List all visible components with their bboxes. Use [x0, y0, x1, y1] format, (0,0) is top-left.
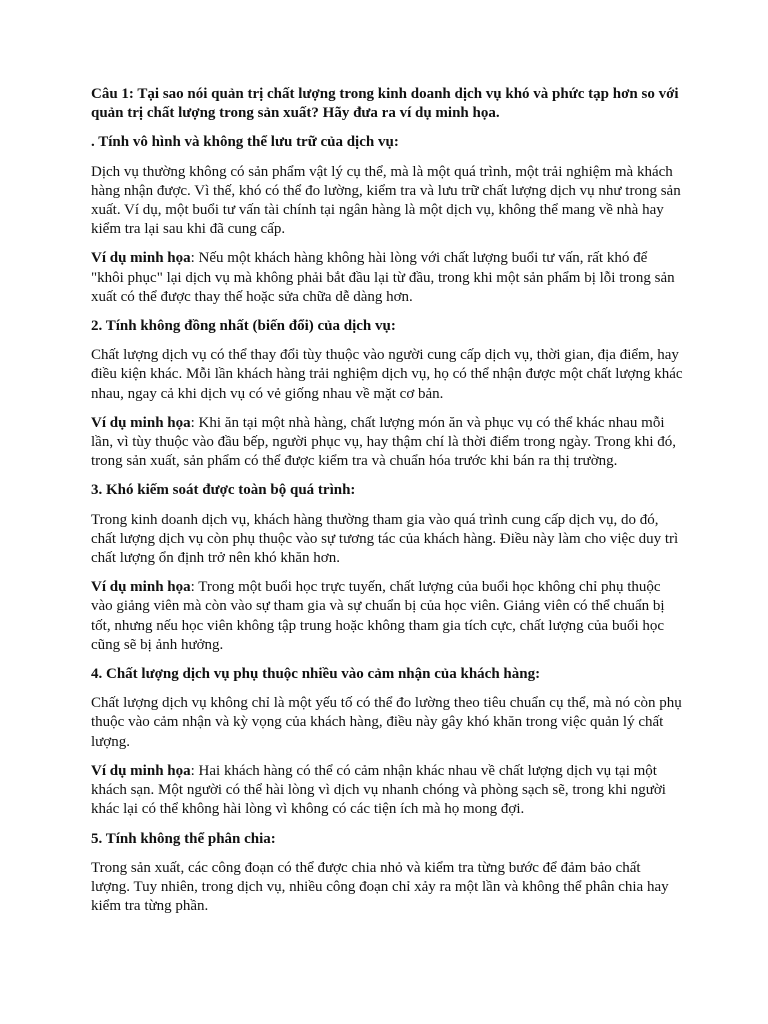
section-2-heading: 2. Tính không đồng nhất (biến đổi) của dịch vụ: — [91, 318, 396, 335]
example-text: : Trong một buổi học trực tuyến, chất lượng của buổi học không chỉ phụ thuộc vào giảng viên mà còn vào sự tham gia và sự chuẩn bị của học viên. Giảng viên có thể chuẩn bị tốt, nhưng nếu học viên không tập trung hoặc không tham gia tích cực, chất lượng của buổi học cũng sẽ bị ảnh hưởng. — [91, 579, 665, 653]
example-text: : Khi ăn tại một nhà hàng, chất lượng món ăn và phục vụ có thể khác nhau mỗi lần, vì tùy thuộc vào đầu bếp, người phục vụ, hay thậm chí là thời điểm trong ngày. Trong khi đó, trong sản xuất, sản phẩm có thể được kiểm tra và chuẩn hóa trước khi bán ra thị trường. — [91, 414, 677, 470]
section-4-body: Chất lượng dịch vụ không chỉ là một yếu tố có thể đo lường theo tiêu chuẩn cụ thể, mà nó còn phụ thuộc vào cảm nhận và kỳ vọng của khách hàng, điều này gây khó khăn trong việc quản lý chất lượng. — [91, 695, 682, 750]
section-3-body: Trong kinh doanh dịch vụ, khách hàng thường tham gia vào quá trình cung cấp dịch vụ, do đó, chất lượng dịch vụ còn phụ thuộc vào sự tương tác của khách hàng. Điều này làm cho việc duy trì chất lượng ổn định trở nên khó khăn hơn. — [91, 511, 679, 567]
example-label: Ví dụ minh họa — [91, 250, 191, 267]
document-page — [91, 85, 683, 926]
section-4-example — [91, 762, 683, 820]
example-label: Ví dụ minh họa — [91, 579, 191, 596]
section-1-body: Dịch vụ thường không có sản phẩm vật lý cụ thể, mà là một quá trình, một trải nghiệm mà khách hàng nhận được. Vì thế, khó có thể đo lường, kiểm tra và lưu trữ chất lượng dịch vụ như trong sản xuất. Ví dụ, một buổi tư vấn tài chính tại ngân hàng là một dịch vụ, không thể mang về nhà hay kiểm tra lại sau khi đã cung cấp. — [91, 163, 681, 238]
section-2-example — [91, 414, 683, 472]
example-label: Ví dụ minh họa — [91, 762, 191, 779]
section-4-heading: 4. Chất lượng dịch vụ phụ thuộc nhiều vào cảm nhận của khách hàng: — [91, 666, 541, 683]
section-1-example — [91, 249, 683, 307]
example-text: : Hai khách hàng có thể có cảm nhận khác nhau về chất lượng dịch vụ tại một khách sạn. Một người có thể hài lòng vì dịch vụ nhanh chóng và phòng sạch sẽ, trong khi người khác lại có thể không hài lòng vì không có các tiện ích mà họ mong đợi. — [91, 762, 666, 818]
question-title: Câu 1: Tại sao nói quản trị chất lượng trong kinh doanh dịch vụ khó và phức tạp hơn so với quản trị chất lượng trong sản xuất? Hãy đưa ra ví dụ minh họa. — [91, 86, 679, 122]
section-1-heading: . Tính vô hình và không thể lưu trữ của dịch vụ: — [91, 134, 399, 151]
section-3-example — [91, 578, 683, 655]
section-3-heading: 3. Khó kiếm soát được toàn bộ quá trình: — [91, 482, 356, 499]
section-5-body: Trong sản xuất, các công đoạn có thể được chia nhỏ và kiểm tra từng bước để đảm bảo chất lượng. Tuy nhiên, trong dịch vụ, nhiều công đoạn chỉ xảy ra một lần và không thể phân chia hay kiểm tra từng phần. — [91, 859, 669, 915]
example-text: : Nếu một khách hàng không hài lòng với chất lượng buổi tư vấn, rất khó để "khôi phục" lại dịch vụ mà không phải bắt đầu lại từ đầu, trong khi một sản phẩm bị lỗi trong sản xuất có thể được thay thế hoặc sửa chữa dễ dàng hơn. — [91, 250, 675, 305]
section-5-heading: 5. Tính không thể phân chia: — [91, 830, 276, 847]
example-label: Ví dụ minh họa — [91, 414, 191, 431]
section-2-body: Chất lượng dịch vụ có thể thay đổi tùy thuộc vào người cung cấp dịch vụ, thời gian, địa điểm, hay điều kiện khác. Mỗi lần khách hàng trải nghiệm dịch vụ, họ có thể nhận được một chất lượng khác nhau, ngay cả khi dịch vụ có vẻ giống nhau về mặt cơ bản. — [91, 347, 683, 402]
